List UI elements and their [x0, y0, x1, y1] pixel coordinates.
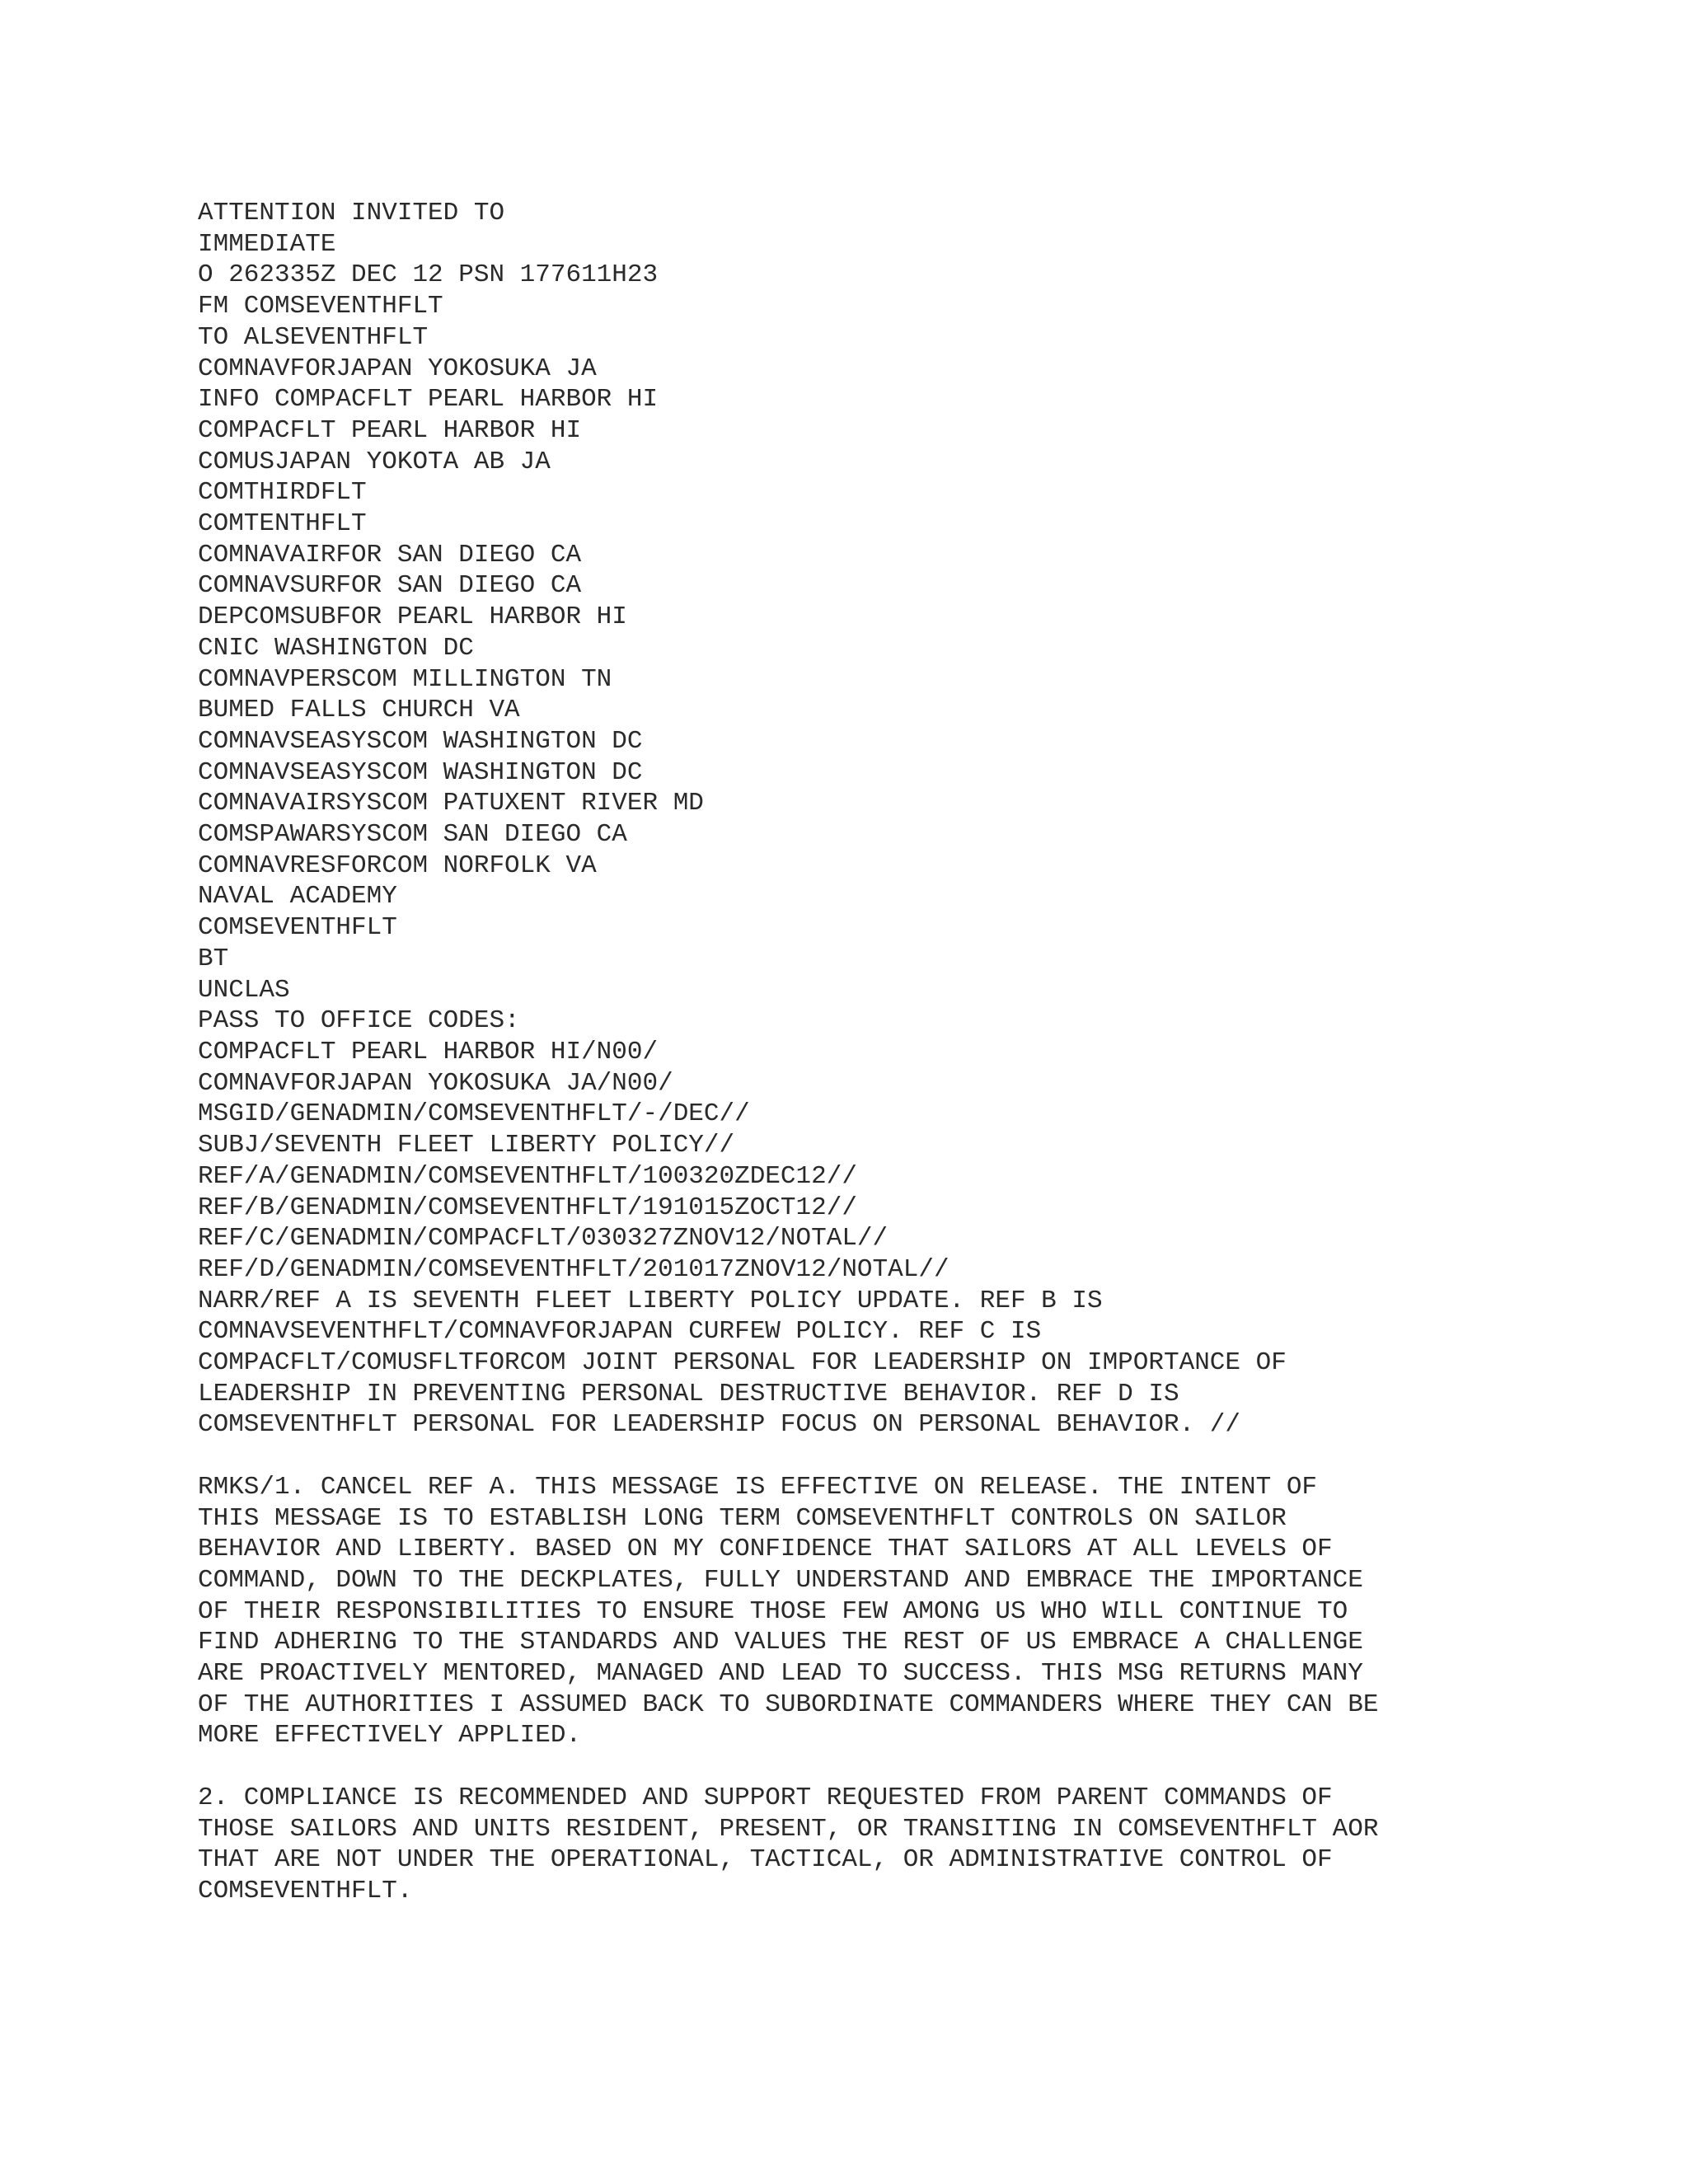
header-line: FM COMSEVENTHFLT	[198, 292, 443, 321]
header-line: REF/C/GENADMIN/COMPACFLT/030327ZNOV12/NOTAL//	[198, 1224, 889, 1254]
remarks-line: THOSE SAILORS AND UNITS RESIDENT, PRESENT, OR TRANSITING IN COMSEVENTHFLT AOR	[198, 1814, 1379, 1844]
remarks-paragraph-1	[198, 1472, 1599, 1751]
message-document	[198, 198, 1599, 1907]
header-line: NARR/REF A IS SEVENTH FLEET LIBERTY POLICY UPDATE. REF B IS	[198, 1286, 1103, 1315]
header-line: DEPCOMSUBFOR PEARL HARBOR HI	[198, 602, 627, 632]
paragraph-spacer	[198, 1441, 1599, 1472]
header-line: COMNAVSEASYSCOM WASHINGTON DC	[198, 757, 643, 787]
header-line: IMMEDIATE	[198, 229, 336, 259]
header-line: COMNAVRESFORCOM NORFOLK VA	[198, 851, 597, 880]
remarks-line: BEHAVIOR AND LIBERTY. BASED ON MY CONFIDENCE THAT SAILORS AT ALL LEVELS OF	[198, 1535, 1333, 1564]
header-line: COMPACFLT PEARL HARBOR HI/N00/	[198, 1037, 659, 1066]
remarks-line: COMSEVENTHFLT.	[198, 1876, 413, 1905]
header-line: O 262335Z DEC 12 PSN 177611H23	[198, 260, 659, 290]
header-line: COMNAVSURFOR SAN DIEGO CA	[198, 571, 582, 601]
header-line: COMNAVSEVENTHFLT/COMNAVFORJAPAN CURFEW POLICY. REF C IS	[198, 1317, 1042, 1347]
header-line: LEADERSHIP IN PREVENTING PERSONAL DESTRUCTIVE BEHAVIOR. REF D IS	[198, 1379, 1179, 1408]
header-line: UNCLAS	[198, 975, 290, 1005]
header-line: COMNAVFORJAPAN YOKOSUKA JA/N00/	[198, 1068, 673, 1098]
header-line: COMTHIRDFLT	[198, 478, 367, 508]
header-line: COMNAVAIRFOR SAN DIEGO CA	[198, 540, 582, 569]
header-line: COMPACFLT/COMUSFLTFORCOM JOINT PERSONAL FOR LEADERSHIP ON IMPORTANCE OF	[198, 1348, 1287, 1378]
paragraph-spacer	[198, 1751, 1599, 1783]
header-line: COMNAVPERSCOM MILLINGTON TN	[198, 664, 612, 694]
header-line: NAVAL ACADEMY	[198, 882, 397, 912]
header-line: COMSEVENTHFLT PERSONAL FOR LEADERSHIP FOCUS ON PERSONAL BEHAVIOR. //	[198, 1410, 1241, 1440]
header-line: BT	[198, 944, 229, 973]
header-line: COMSEVENTHFLT	[198, 913, 397, 943]
remarks-line: FIND ADHERING TO THE STANDARDS AND VALUES THE REST OF US EMBRACE A CHALLENGE	[198, 1628, 1363, 1657]
header-line: REF/B/GENADMIN/COMSEVENTHFLT/191015ZOCT12//	[198, 1193, 857, 1222]
header-line: MSGID/GENADMIN/COMSEVENTHFLT/-/DEC//	[198, 1099, 750, 1129]
header-line: SUBJ/SEVENTH FLEET LIBERTY POLICY//	[198, 1131, 735, 1160]
remarks-line: OF THE AUTHORITIES I ASSUMED BACK TO SUBORDINATE COMMANDERS WHERE THEY CAN BE	[198, 1690, 1379, 1719]
remarks-paragraph-2	[198, 1783, 1599, 1907]
header-line: TO ALSEVENTHFLT	[198, 322, 429, 352]
header-line: REF/A/GENADMIN/COMSEVENTHFLT/100320ZDEC12//	[198, 1161, 857, 1191]
header-line: COMTENTHFLT	[198, 509, 367, 539]
message-header	[198, 198, 1599, 1441]
remarks-line: MORE EFFECTIVELY APPLIED.	[198, 1721, 582, 1750]
header-line: COMUSJAPAN YOKOTA AB JA	[198, 447, 551, 476]
header-line: REF/D/GENADMIN/COMSEVENTHFLT/201017ZNOV12/NOTAL//	[198, 1254, 950, 1284]
remarks-line: ARE PROACTIVELY MENTORED, MANAGED AND LEAD TO SUCCESS. THIS MSG RETURNS MANY	[198, 1659, 1363, 1689]
header-line: BUMED FALLS CHURCH VA	[198, 696, 520, 725]
header-line: COMNAVSEASYSCOM WASHINGTON DC	[198, 726, 643, 756]
remarks-line: 2. COMPLIANCE IS RECOMMENDED AND SUPPORT REQUESTED FROM PARENT COMMANDS OF	[198, 1783, 1333, 1812]
header-line: COMNAVAIRSYSCOM PATUXENT RIVER MD	[198, 789, 704, 818]
remarks-line: THIS MESSAGE IS TO ESTABLISH LONG TERM COMSEVENTHFLT CONTROLS ON SAILOR	[198, 1503, 1287, 1533]
header-line: COMNAVFORJAPAN YOKOSUKA JA	[198, 354, 597, 383]
header-line: PASS TO OFFICE CODES:	[198, 1006, 520, 1036]
header-line: INFO COMPACFLT PEARL HARBOR HI	[198, 385, 659, 415]
header-line: ATTENTION INVITED TO	[198, 199, 505, 227]
remarks-line: OF THEIR RESPONSIBILITIES TO ENSURE THOSE FEW AMONG US WHO WILL CONTINUE TO	[198, 1596, 1348, 1626]
header-line: COMSPAWARSYSCOM SAN DIEGO CA	[198, 820, 627, 850]
remarks-line: RMKS/1. CANCEL REF A. THIS MESSAGE IS EFFECTIVE ON RELEASE. THE INTENT OF	[198, 1472, 1318, 1502]
header-line: CNIC WASHINGTON DC	[198, 633, 474, 663]
remarks-line: COMMAND, DOWN TO THE DECKPLATES, FULLY UNDERSTAND AND EMBRACE THE IMPORTANCE	[198, 1565, 1363, 1595]
remarks-line: THAT ARE NOT UNDER THE OPERATIONAL, TACTICAL, OR ADMINISTRATIVE CONTROL OF	[198, 1845, 1333, 1875]
header-line: COMPACFLT PEARL HARBOR HI	[198, 415, 582, 445]
